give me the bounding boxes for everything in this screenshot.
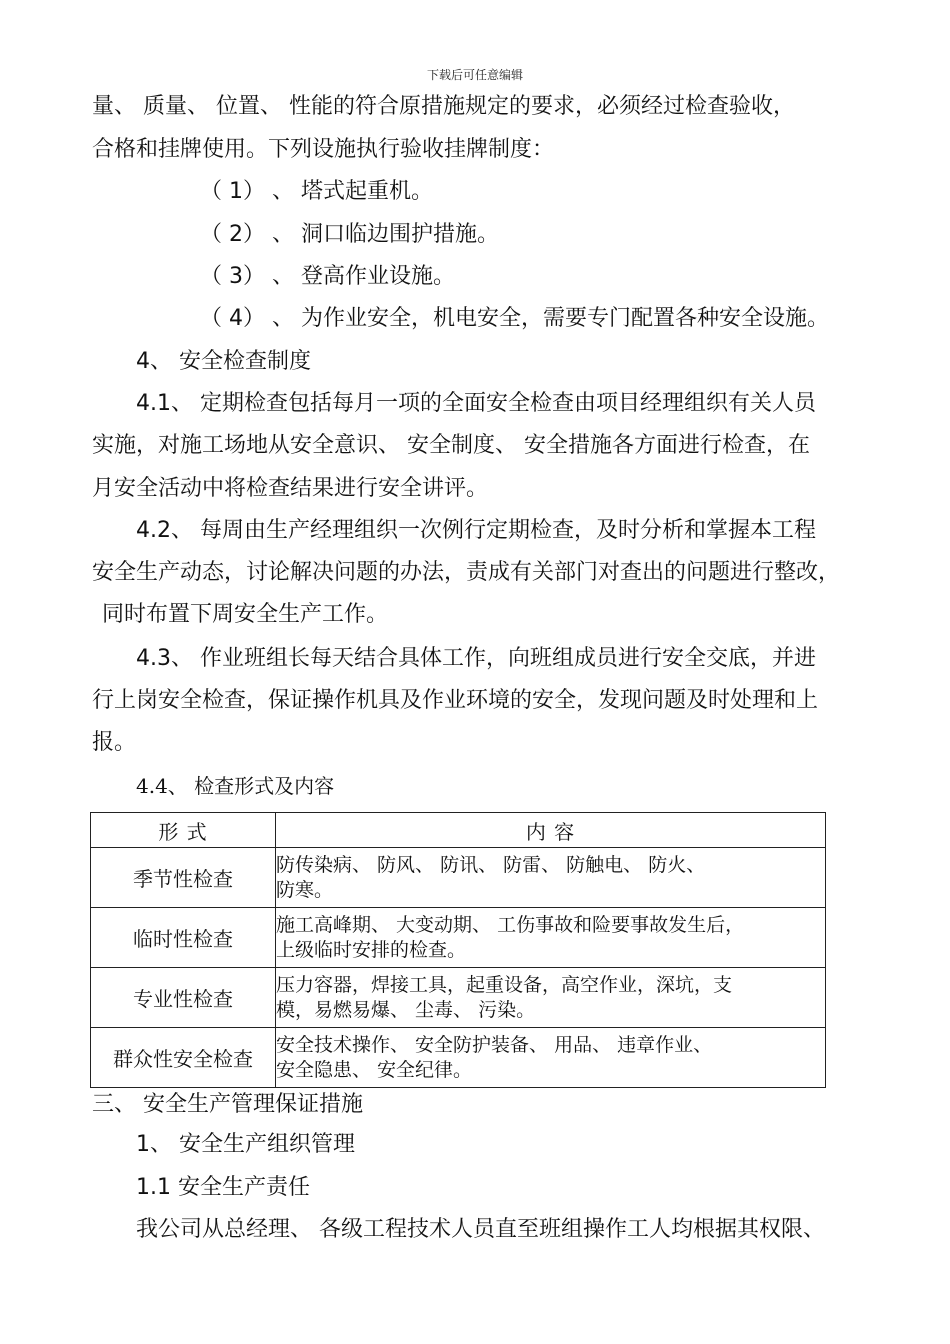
row-type: 群众性安全检查	[91, 1028, 276, 1088]
body-line: 我公司从总经理、 各级工程技术人员直至班组操作工人均根据其权限、	[136, 1217, 825, 1242]
row-content: 防传染病、 防风、 防讯、 防雷、 防触电、 防火、 防寒。	[276, 848, 826, 908]
inspection-table	[90, 812, 826, 1088]
table-row	[91, 968, 826, 1028]
body-line: 4.3、 作业班组长每天结合具体工作，向班组成员进行安全交底，并进	[136, 646, 816, 671]
page-header: 下载后可任意编辑	[426, 68, 523, 82]
table-row	[91, 908, 826, 968]
body-line: 安全生产动态，讨论解决问题的办法，责成有关部门对查出的问题进行整改，	[92, 560, 841, 585]
table-row	[91, 1028, 826, 1088]
row-type: 季节性检查	[91, 848, 276, 908]
body-line: 行上岗安全检查，保证操作机具及作业环境的安全，发现问题及时处理和上	[92, 688, 819, 713]
list-item: （ 3） 、 登高作业设施。	[200, 264, 455, 289]
list-item: （ 2） 、 洞口临边围护措施。	[200, 222, 499, 247]
body-line: 同时布置下周安全生产工作。	[102, 602, 389, 627]
body-line: 月安全活动中将检查结果进行安全讲评。	[92, 476, 489, 501]
header-cell-type: 形 式	[91, 813, 276, 848]
body-line: 量、 质量、 位置、 性能的符合原措施规定的要求，必须经过检查验收，	[92, 94, 795, 119]
row-content: 安全技术操作、 安全防护装备、 用品、 违章作业、 安全隐患、 安全纪律。	[276, 1028, 826, 1088]
body-line: 4.1、 定期检查包括每月一项的全面安全检查由项目经理组织有关人员	[136, 391, 816, 416]
list-item: （ 4） 、 为作业安全，机电安全，需要专门配置各种安全设施。	[200, 306, 829, 331]
row-content: 施工高峰期、 大变动期、 工伤事故和险要事故发生后， 上级临时安排的检查。	[276, 908, 826, 968]
section-heading: 4、 安全检查制度	[136, 349, 311, 374]
body-line: 合格和挂牌使用。下列设施执行验收挂牌制度：	[92, 137, 555, 162]
header-cell-content: 内 容	[276, 813, 826, 848]
section-heading: 1、 安全生产组织管理	[136, 1132, 355, 1157]
table-caption: 4.4、 检查形式及内容	[136, 774, 335, 798]
section-heading: 三、 安全生产管理保证措施	[92, 1092, 363, 1117]
body-line: 报。	[92, 730, 137, 755]
row-type: 专业性检查	[91, 968, 276, 1028]
body-line: 实施，对施工场地从安全意识、 安全制度、 安全措施各方面进行检查，在	[92, 433, 810, 458]
row-content: 压力容器，焊接工具，起重设备，高空作业，深坑，支 模，易燃易爆、 尘毒、 污染。	[276, 968, 826, 1028]
table-header-row	[91, 813, 826, 848]
body-line: 4.2、 每周由生产经理组织一次例行定期检查，及时分析和掌握本工程	[136, 518, 816, 543]
table-row	[91, 848, 826, 908]
list-item: （ 1） 、 塔式起重机。	[200, 179, 433, 204]
subsection-heading: 1.1 安全生产责任	[136, 1175, 310, 1200]
row-type: 临时性检查	[91, 908, 276, 968]
